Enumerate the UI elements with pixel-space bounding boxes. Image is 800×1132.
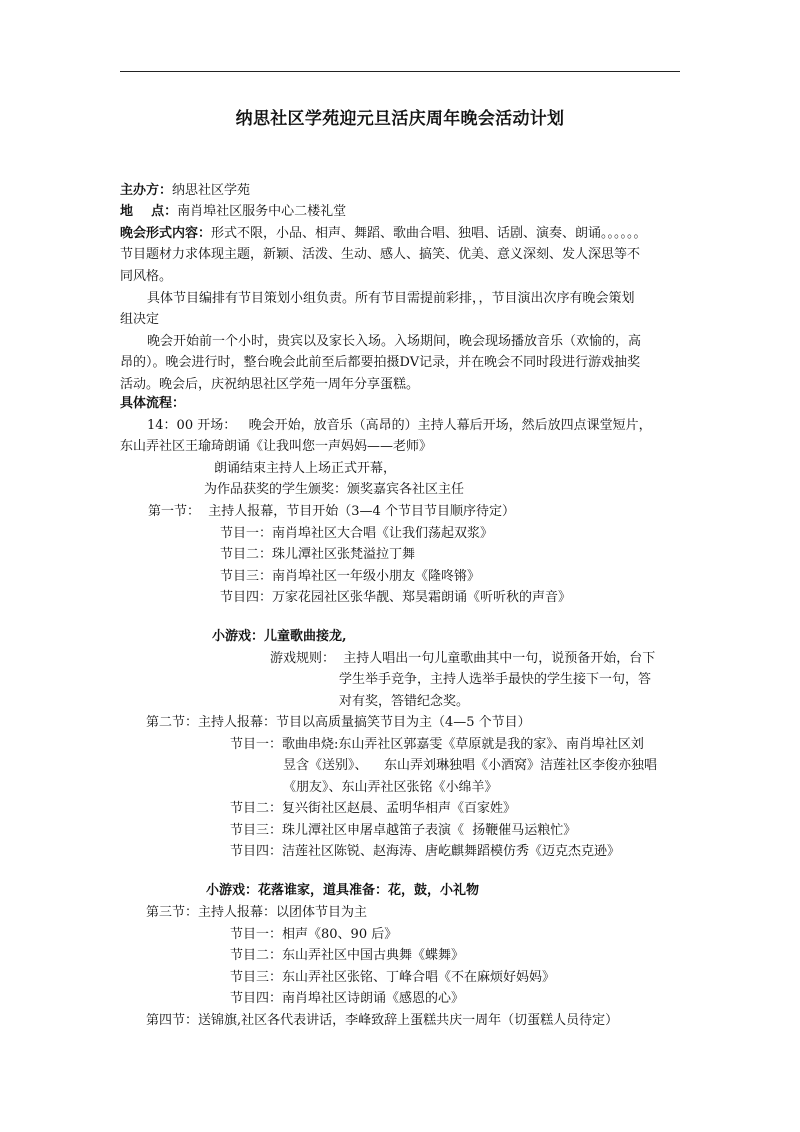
format-text-1: 形式不限，小品、相声、舞蹈、歌曲合唱、独唱、话剧、演奏、朗诵。。。。。。: [211, 226, 647, 241]
game-1-rule-3: 对有奖，答错纪念奖。: [339, 694, 470, 709]
para2-line-2: 昂的）。晚会进行时，整台晚会此前至后都要拍摄DV记录，并在晚会不同时段进行游戏抽奖: [120, 355, 641, 370]
para1-line-2: 组决定: [120, 312, 160, 327]
para2-line-1: 晚会开始前一个小时，贵宾以及家长入场。入场期间，晚会现场播放音乐（欢愉的，高: [147, 334, 642, 349]
section-3-item-3: 节目三：东山弄社区张铭、丁峰合唱《不在麻烦好妈妈》: [230, 970, 556, 985]
section-3-item-1: 节目一：相声《80、90 后》: [230, 927, 398, 942]
venue-label: 地 点：: [120, 204, 178, 219]
para1-line-1: 具体节目编排有节目策划小组负责。所有节目需提前彩排，，节目演出次序有晚会策划: [147, 291, 635, 306]
section-2-item-2: 节目二：复兴街社区赵晨、孟明华相声《百家姓》: [230, 801, 517, 816]
section-2-item-1c: 《朋友》、东山弄社区张铭《小绵羊》: [283, 780, 498, 795]
venue-value: 南肖埠社区服务中心二楼礼堂: [177, 204, 347, 219]
venue-line: [120, 203, 346, 221]
section-2-heading: 第二节：主持人报幕：节目以高质量搞笑节目为主（4—5 个节目）: [146, 715, 531, 730]
section-1-item-4: 节目四：万家花园社区张华靓、郑昊霜朗诵《听听秋的声音》: [220, 590, 572, 605]
section-2-item-1a: 节目一：歌曲串烧:东山弄社区郭嘉雯《草原就是我的家》、南肖埠社区刘: [230, 737, 644, 752]
section-1-heading: 第一节： 主持人报幕，节目开始（3—4 个节目节目顺序待定）: [148, 504, 515, 519]
section-3-item-4: 节目四：南肖埠社区诗朗诵《感恩的心》: [230, 991, 465, 1006]
section-2-item-4: 节目四：洁莲社区陈锐、赵海涛、唐屹麒舞蹈模仿秀《迈克杰克逊》: [230, 844, 621, 859]
format-line-2: 节目题材力求体现主题，新颖、活泼、生动、感人、搞笑、优美、意义深刻、发人深思等不: [120, 247, 641, 262]
game-1-title: 小游戏：儿童歌曲接龙,: [212, 629, 347, 644]
opening-line-3: 朗诵结束主持人上场正式开幕，: [214, 461, 397, 476]
opening-line-2: 东山弄社区王瑜琦朗诵《让我叫您一声妈妈——老师》: [120, 439, 433, 454]
section-3-item-2: 节目二：东山弄社区中国古典舞《蝶舞》: [230, 948, 465, 963]
format-line-1: [120, 225, 647, 243]
organizer-line: [120, 182, 250, 200]
organizer-value: 纳思社区学苑: [172, 183, 251, 198]
format-line-3: 同风格。: [120, 269, 173, 284]
format-label: 晚会形式内容：: [120, 226, 212, 241]
section-2-item-1b: 昱含《送别》、 东山弄刘琳独唱《小酒窝》洁莲社区李俊亦独唱: [283, 758, 658, 773]
section-1-item-3: 节目三：南肖埠社区一年级小朋友《隆咚锵》: [220, 569, 481, 584]
opening-line-4: 为作品获奖的学生颁奖：颁奖嘉宾各社区主任: [204, 482, 465, 497]
opening-line-1: 14：00 开场： 晚会开始，放音乐（高昂的）主持人幕后开场，然后放四点课堂短片，: [147, 418, 652, 433]
para2-line-3: 活动。晚会后，庆祝纳思社区学苑一周年分享蛋糕。: [120, 377, 420, 392]
header-rule: [120, 71, 680, 72]
game-1-rule-2: 学生举手竞争，主持人选举手最快的学生接下一句，答: [339, 672, 652, 687]
flow-heading: 具体流程：: [120, 396, 186, 411]
document-title: 纳思社区学苑迎元旦活庆周年晚会活动计划: [235, 109, 565, 129]
game-2-title: 小游戏：花落谁家，道具准备：花，鼓，小礼物: [206, 883, 480, 898]
organizer-label: 主办方：: [120, 183, 173, 198]
game-1-rule-1: 游戏规则： 主持人唱出一句儿童歌曲其中一句，说预备开始，台下: [270, 651, 656, 666]
section-2-item-3: 节目三：珠儿潭社区申屠卓越笛子表演《 扬鞭催马运粮忙》: [230, 823, 577, 838]
section-1-item-1: 节目一：南肖埠社区大合唱《让我们荡起双浆》: [220, 526, 494, 541]
section-3-heading: 第三节：主持人报幕：以团体节目为主: [146, 905, 368, 920]
section-1-item-2: 节目二：珠儿潭社区张梵溢拉丁舞: [220, 547, 416, 562]
section-4-heading: 第四节：送锦旗,社区各代表讲话，李峰致辞上蛋糕共庆一周年（切蛋糕人员待定）: [146, 1013, 619, 1028]
